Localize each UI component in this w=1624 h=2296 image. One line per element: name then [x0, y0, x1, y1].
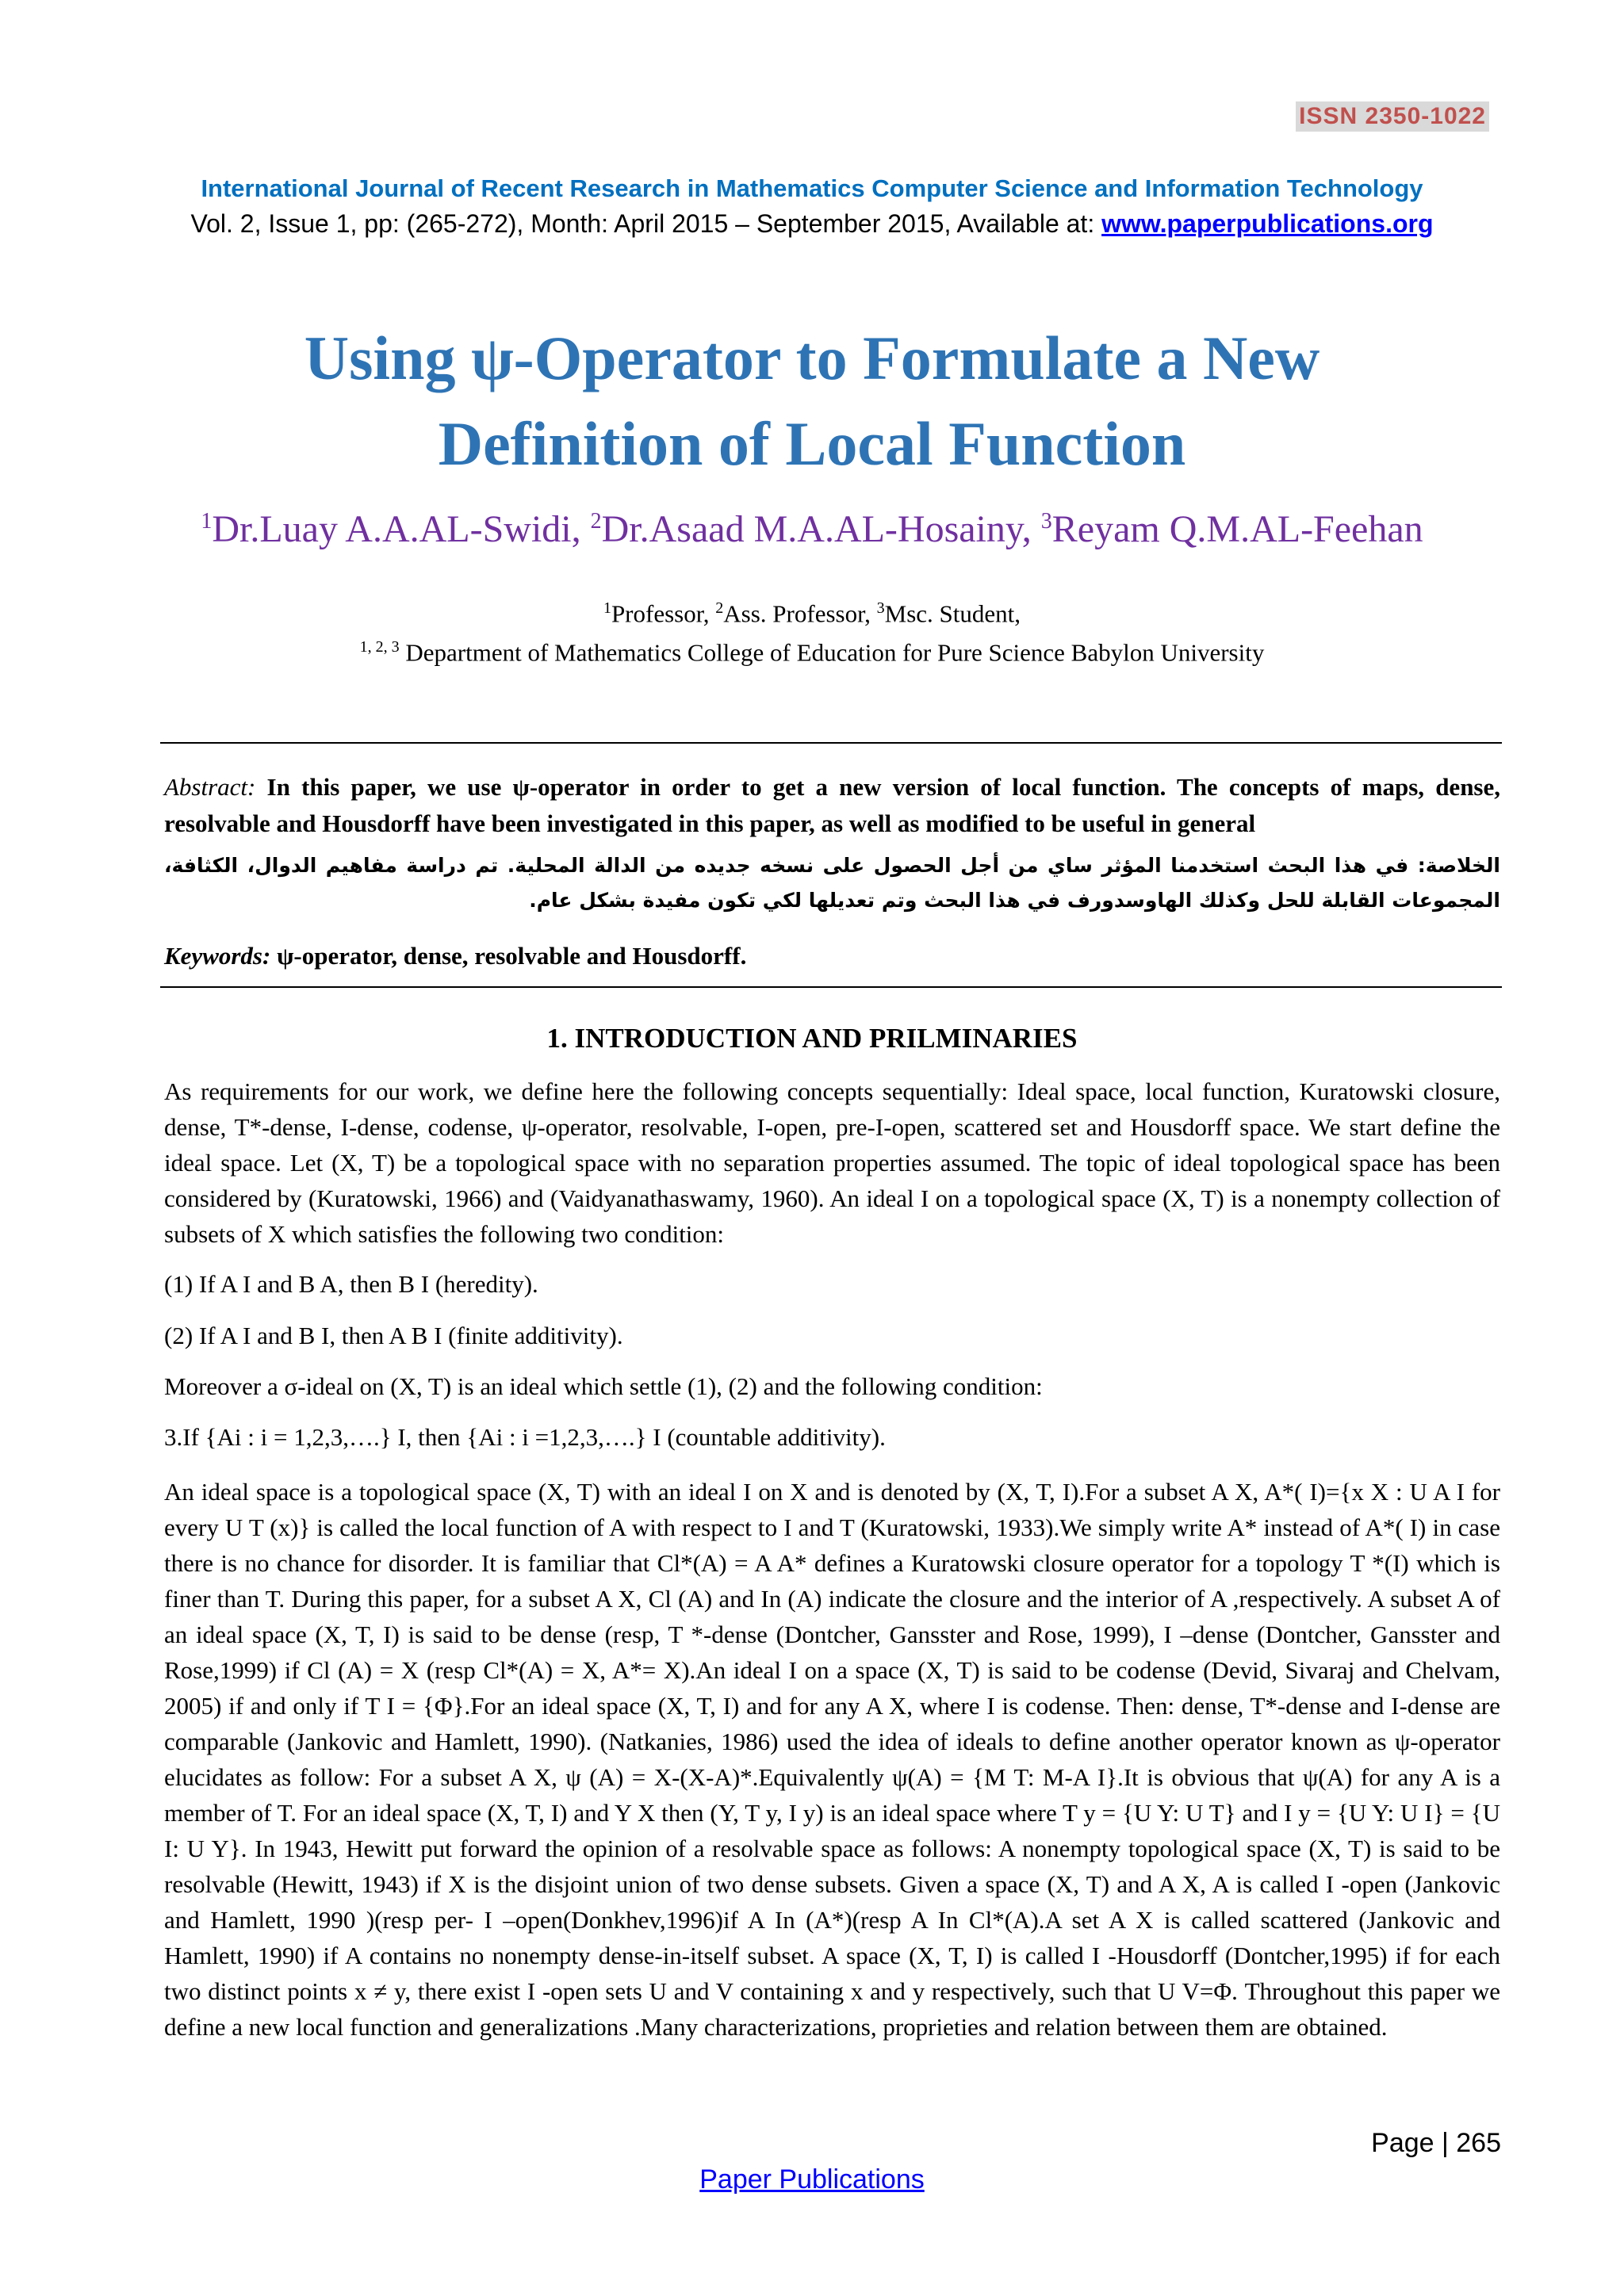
dept-sup: 1, 2, 3	[359, 638, 400, 656]
keywords	[164, 942, 1500, 970]
role-text: Ass. Professor,	[723, 599, 877, 628]
publisher-link[interactable]: Paper Publications	[699, 2164, 925, 2195]
paper-title	[0, 316, 1624, 487]
role-sup: 2	[715, 599, 724, 617]
condition-2: (2) If A I and B I, then A B I (finite additivity).	[164, 1322, 623, 1349]
page-number: Page | 265	[1371, 2128, 1501, 2158]
condition-1: (1) If A I and B A, then B I (heredity).	[164, 1270, 538, 1298]
role-text: Professor,	[611, 599, 716, 628]
author-name: Reyam Q.M.AL-Feehan	[1051, 508, 1423, 550]
role-sup: 3	[876, 599, 885, 617]
abstract-label: Abstract:	[164, 773, 256, 801]
keywords-text: ψ-operator, dense, resolvable and Housdorff.	[270, 942, 747, 970]
keywords-label: Keywords:	[164, 942, 271, 970]
author-list	[0, 507, 1624, 551]
role-sup: 1	[603, 599, 611, 617]
author-sup: 3	[1040, 509, 1052, 534]
moreover-text: Moreover a σ-ideal on (X, T) is an ideal which settle (1), (2) and the following condition:	[164, 1372, 1043, 1400]
author-name: Dr.Asaad M.A.AL-Hosainy,	[601, 508, 1041, 550]
footer-publisher	[0, 2164, 1624, 2195]
abstract-text: In this paper, we use ψ-operator in order to get a new version of local function. The concepts of maps, dense, resolvable and Housdorff have been investigated in this paper, as well as modified to be useful in general	[164, 773, 1501, 837]
author-roles	[0, 599, 1624, 628]
abstract-top-rule	[160, 742, 1502, 744]
role-text: Msc. Student,	[884, 599, 1021, 628]
intro-paragraph-1: As requirements for our work, we define here the following concepts sequentially: Ideal space, local function, Kuratowski closure, dense, T*-dense, I-dense, codense, ψ-operator, resolvable, I-open, pre-I-open, scattered set and Housdorff space. We start define the ideal space. Let (X, T) be a topological space with no separation properties assumed. The topic of ideal topological space has been considered by (Kuratowski, 1966) and (Vaidyanathaswamy, 1960). An ideal I on a topological space (X, T) is a nonempty collection of subsets of X which satisfies the following two condition:	[164, 1077, 1500, 1248]
title-line-2: Definition of Local Function	[438, 409, 1186, 478]
volume-info	[0, 209, 1624, 239]
author-name: Dr.Luay A.A.AL-Swidi,	[212, 508, 591, 550]
author-sup: 1	[201, 509, 213, 534]
dept-text: Department of Mathematics College of Education for Pure Science Babylon University	[399, 638, 1265, 667]
abstract	[164, 769, 1500, 842]
issn-badge: ISSN 2350-1022	[1296, 101, 1489, 132]
abstract-bottom-rule	[160, 986, 1502, 988]
journal-url-link[interactable]: www.paperpublications.org	[1101, 209, 1434, 238]
intro-paragraph-2: An ideal space is a topological space (X, T) with an ideal I on X and is denoted by (X, T, I).For a subset A X, A*( I)={x X : U A I for every U T (x)} is called the local function of A with respect to I and T (Kuratowski, 1933).We simply write A* instead of A*( I) in case there is no chance for disorder. It is familiar that Cl*(A) = A A* defines a Kuratowski closure operator for a topology T *(I) which is finer than T. During this paper, for a subset A X, Cl (A) and In (A) indicate the closure and the interior of A ,respectively. A subset A of an ideal space (X, T, I) is said to be dense (resp, T *-dense (Dontcher, Gansster and Rose, 1999), I –dense (Dontcher, Gansster and Rose,1999) if Cl (A) = X (resp Cl*(A) = X, A*= X).An ideal I on a space (X, T) is said to be codense (Devid, Sivaraj and Chelvam, 2005) if and only if T I = {Φ}.For an ideal space (X, T, I) and for any A X, where I is codense. Then: dense, T*-dense and I-dense are comparable (Jankovic and Hamlett, 1990). (Natkanies, 1986) used the idea of ideals to define another operator known as ψ-operator elucidates as follow: For a subset A X, ψ (A) = X-(X-A)*.Equivalently ψ(A) = {M T: M-A I}.It is obvious that ψ(A) for any A is a member of T. For an ideal space (X, T, I) and Y X then (Y, T y, I y) is an ideal space where T y = {U Y: U T} and I y = {U Y: U I} = {U I: U Y}. In 1943, Hewitt put forward the opinion of a resolvable space as follows: A nonempty topological space (X, T) is said to be resolvable (Hewitt, 1943) if X is the disjoint union of two dense subsets. Given a space (X, T) and A X, A is called I -open (Jankovic and Hamlett, 1990 )(resp per- I –open(Donkhev,1996)if A In (A*)(resp A In Cl*(A).A set A X is called scattered (Jankovic and Hamlett, 1990) if A contains no nonempty dense-in-itself subset. A space (X, T, I) is called I -Housdorff (Dontcher,1995) if for each two distinct points x ≠ y, there exist I -open sets U and V containing x and y respectively, such that U V=Φ. Throughout this paper we define a new local function and generalizations .Many characterizations, proprieties and relation between them are obtained.	[164, 1478, 1500, 2041]
condition-3: 3.If {Ai : i = 1,2,3,….} I, then {Ai : i =1,2,3,….} I (countable additivity).	[164, 1423, 886, 1451]
journal-name: International Journal of Recent Research in Mathematics Computer Science and Information Technology	[201, 174, 1423, 202]
title-line-1: Using ψ-Operator to Formulate a New	[304, 323, 1320, 392]
author-sup: 2	[590, 509, 602, 534]
section-heading: 1. INTRODUCTION AND PRILMINARIES	[546, 1023, 1078, 1054]
author-department	[0, 638, 1624, 667]
volume-text: Vol. 2, Issue 1, pp: (265-272), Month: April 2015 – September 2015, Available at:	[190, 209, 1102, 238]
arabic-abstract: الخلاصة: في هذا البحث استخدمنا المؤثر ساي من أجل الحصول على نسخه جديده من الدالة المحلية. تم دراسة مفاهيم الدوال، الكثافة، المجموعات القابلة للحل وكذلك الهاوسدورف في هذا البحث وتم تعديلها لكي تكون مفيدة بشكل عام.	[164, 854, 1500, 912]
